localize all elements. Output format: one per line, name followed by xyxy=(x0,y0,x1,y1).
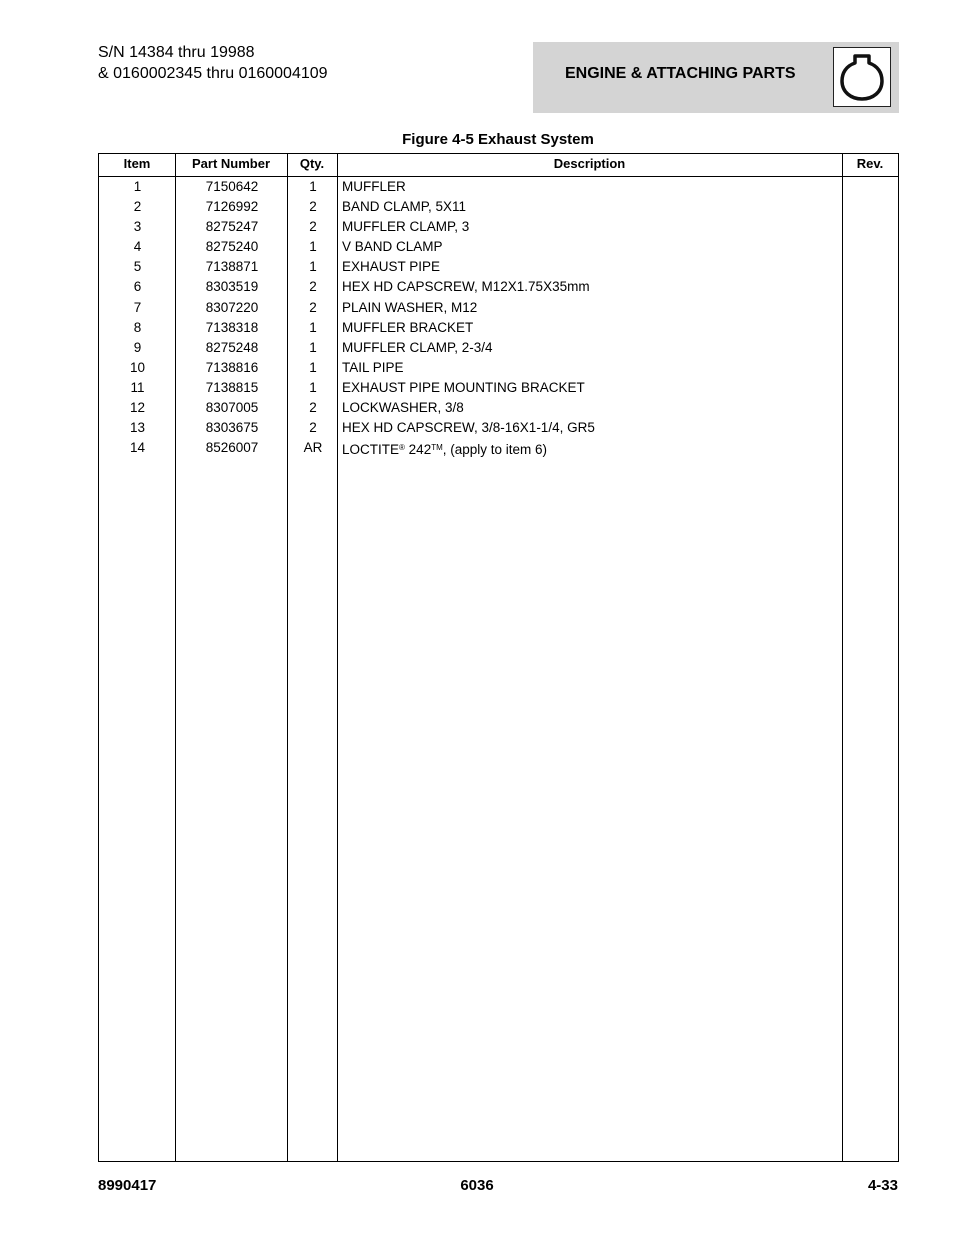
item-number: 14 xyxy=(129,440,146,456)
quantity: 1 xyxy=(309,379,317,395)
description: V BAND CLAMP xyxy=(342,239,443,255)
item-number: 13 xyxy=(129,420,146,436)
description: BAND CLAMP, 5X11 xyxy=(342,199,467,215)
quantity: 2 xyxy=(309,219,317,235)
part-number: 8275247 xyxy=(205,219,259,235)
item-number: 1 xyxy=(133,179,142,194)
item-number: 10 xyxy=(129,359,146,375)
part-number: 8275248 xyxy=(205,339,259,355)
item-number: 2 xyxy=(133,199,142,215)
item-number: 12 xyxy=(129,400,146,416)
header-item: Item xyxy=(123,156,151,171)
quantity: 1 xyxy=(309,359,317,375)
description-text: 242 xyxy=(404,442,432,458)
table-row xyxy=(99,299,898,319)
table-row xyxy=(99,178,898,198)
table-row xyxy=(99,238,898,258)
section-header xyxy=(533,42,899,113)
section-title: ENGINE & ATTACHING PARTS xyxy=(565,65,796,82)
figure-title: Figure 4-5 Exhaust System xyxy=(402,131,594,148)
footer-model: 6036 xyxy=(460,1177,494,1194)
header-part-number: Part Number xyxy=(191,156,271,171)
description xyxy=(342,439,842,459)
part-number: 7138816 xyxy=(205,359,259,375)
item-number: 6 xyxy=(133,279,142,295)
table-row xyxy=(99,278,898,298)
table-row xyxy=(99,198,898,218)
description: HEX HD CAPSCREW, M12X1.75X35mm xyxy=(342,279,590,295)
item-number: 4 xyxy=(133,239,142,255)
table-row xyxy=(99,218,898,238)
description: MUFFLER xyxy=(342,179,406,194)
quantity: 2 xyxy=(309,299,317,315)
table-row xyxy=(99,258,898,278)
header-qty: Qty. xyxy=(299,156,325,171)
footer-page-number: 4-33 xyxy=(867,1177,898,1194)
table-row xyxy=(99,419,898,439)
quantity: 1 xyxy=(309,179,317,194)
item-number: 7 xyxy=(133,299,142,315)
item-number: 8 xyxy=(133,319,142,335)
table-row xyxy=(99,359,898,379)
quantity: 1 xyxy=(309,339,317,355)
part-number: 8526007 xyxy=(205,440,259,456)
description: MUFFLER CLAMP, 2-3/4 xyxy=(342,339,493,355)
description: TAIL PIPE xyxy=(342,359,404,375)
part-number: 8303675 xyxy=(205,420,259,436)
footer-doc-number: 8990417 xyxy=(98,1177,157,1194)
part-number: 7150642 xyxy=(205,179,259,194)
quantity: AR xyxy=(303,440,323,456)
table-header-row xyxy=(99,154,898,177)
header-rev: Rev. xyxy=(856,156,884,171)
engine-outline-icon xyxy=(833,47,891,107)
item-number: 5 xyxy=(133,259,142,275)
part-number: 8307220 xyxy=(205,299,259,315)
part-number: 7138871 xyxy=(205,259,259,275)
part-number: 7126992 xyxy=(205,199,259,215)
description: PLAIN WASHER, M12 xyxy=(342,299,478,315)
serial-line-2: & 0160002345 thru 0160004109 xyxy=(98,65,328,82)
table-row xyxy=(99,379,898,399)
part-number: 7138815 xyxy=(205,379,259,395)
quantity: 1 xyxy=(309,319,317,335)
quantity: 1 xyxy=(309,259,317,275)
table-row xyxy=(99,399,898,419)
description: HEX HD CAPSCREW, 3/8-16X1-1/4, GR5 xyxy=(342,420,595,436)
table-row xyxy=(99,339,898,359)
quantity: 1 xyxy=(309,239,317,255)
part-number: 8307005 xyxy=(205,400,259,416)
quantity: 2 xyxy=(309,420,317,436)
description: LOCKWASHER, 3/8 xyxy=(342,400,464,416)
quantity: 2 xyxy=(309,199,317,215)
description: EXHAUST PIPE xyxy=(342,259,441,275)
serial-number-block xyxy=(98,42,328,84)
item-number: 3 xyxy=(133,219,142,235)
part-number: 8275240 xyxy=(205,239,259,255)
item-number: 9 xyxy=(133,339,142,355)
part-number: 7138318 xyxy=(205,319,259,335)
description: EXHAUST PIPE MOUNTING BRACKET xyxy=(342,379,585,395)
table-body xyxy=(99,178,898,459)
serial-line-1: S/N 14384 thru 19988 xyxy=(98,44,255,61)
trademark-mark: TM xyxy=(431,443,443,453)
quantity: 2 xyxy=(309,279,317,295)
parts-table xyxy=(98,153,899,1162)
registered-mark: ® xyxy=(399,443,405,453)
description: MUFFLER CLAMP, 3 xyxy=(342,219,470,235)
description-text: LOCTITE xyxy=(342,442,400,458)
table-row xyxy=(99,439,898,459)
description: MUFFLER BRACKET xyxy=(342,319,474,335)
table-row xyxy=(99,319,898,339)
header-description: Description xyxy=(553,156,626,171)
description-text: , (apply to item 6) xyxy=(442,442,548,458)
part-number: 8303519 xyxy=(205,279,259,295)
quantity: 2 xyxy=(309,400,317,416)
item-number: 11 xyxy=(130,379,145,395)
